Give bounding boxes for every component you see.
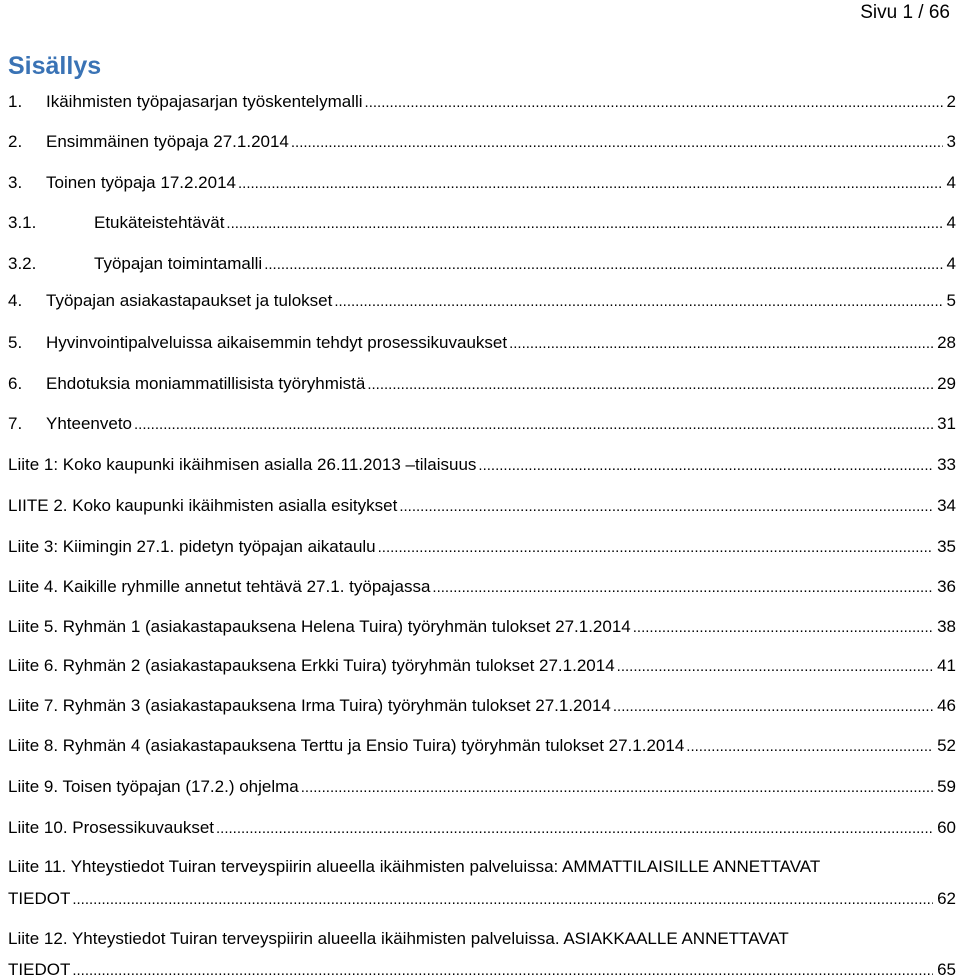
toc-entry-liite-4[interactable] xyxy=(8,575,956,599)
toc-entry-liite-12[interactable] xyxy=(8,958,956,978)
dot-leader xyxy=(72,888,933,911)
toc-entry-title: Työpajan asiakastapaukset ja tulokset xyxy=(46,291,333,310)
toc-heading: Sisällys xyxy=(8,52,102,80)
dot-leader xyxy=(264,253,942,276)
page-current: 1 xyxy=(902,2,914,23)
toc-entry-number: 4. xyxy=(8,291,23,310)
toc-entry-page: 35 xyxy=(937,537,956,556)
toc-entry-page: 65 xyxy=(937,960,956,978)
toc-entry-6[interactable] xyxy=(8,372,956,396)
toc-entry-4[interactable] xyxy=(8,289,956,313)
toc-entry-title: Liite 8. Ryhmän 4 (asiakastapauksena Terttu ja Ensio Tuira) työryhmän tulokset 27.1.2014 xyxy=(8,736,685,755)
toc-entry-page: 60 xyxy=(937,818,956,837)
toc-entry-page: 5 xyxy=(946,291,956,310)
toc-entry-liite-1[interactable] xyxy=(8,453,956,477)
toc-entry-number: 7. xyxy=(8,414,23,433)
toc-entry-page: 59 xyxy=(937,777,956,796)
toc-entry-title: Yhteenveto xyxy=(46,414,133,433)
dot-leader xyxy=(238,172,943,195)
toc-entry-liite-7[interactable] xyxy=(8,694,956,718)
toc-entry-liite-11-line1[interactable]: Liite 11. Yhteystiedot Tuiran terveyspiirin alueella ikäihmisten palveluissa: AMMATTILAISILLE ANNETTAVAT xyxy=(8,857,821,876)
toc-entry-title: Liite 6. Ryhmän 2 (asiakastapauksena Erkki Tuira) työryhmän tulokset 27.1.2014 xyxy=(8,656,615,675)
toc-entry-title: Hyvinvointipalveluissa aikaisemmin tehdyt prosessikuvaukset xyxy=(46,333,508,352)
toc-entry-page: 31 xyxy=(937,414,956,433)
toc-entry-number: 1. xyxy=(8,92,23,111)
toc-entry-page: 2 xyxy=(946,92,956,111)
toc-entry-page: 3 xyxy=(946,132,956,151)
toc-entry-title: LIITE 2. Koko kaupunki ikäihmisten asialla esitykset xyxy=(8,496,398,515)
dot-leader xyxy=(509,332,933,355)
dot-leader xyxy=(134,413,933,436)
toc-entry-page: 38 xyxy=(937,617,956,636)
toc-entry-liite-12-line1[interactable]: Liite 12. Yhteystiedot Tuiran terveyspiirin alueella ikäihmisten palveluissa. ASIAKKAALLE ANNETTAVAT xyxy=(8,929,789,948)
page-label: Sivu xyxy=(860,2,898,23)
toc-entry-3[interactable] xyxy=(8,171,956,195)
toc-entry-title: Liite 9. Toisen työpajan (17.2.) ohjelma xyxy=(8,777,299,796)
toc-entry-page: 33 xyxy=(937,455,956,474)
toc-entry-1[interactable] xyxy=(8,90,956,114)
toc-entry-7[interactable] xyxy=(8,412,956,436)
toc-entry-3-2[interactable] xyxy=(8,252,956,276)
dot-leader xyxy=(226,212,942,235)
dot-leader xyxy=(365,91,943,114)
toc-entry-title: TIEDOT xyxy=(8,889,71,908)
toc-entry-5[interactable] xyxy=(8,331,956,355)
toc-entry-page: 52 xyxy=(937,736,956,755)
toc-entry-title: Liite 7. Ryhmän 3 (asiakastapauksena Irma Tuira) työryhmän tulokset 27.1.2014 xyxy=(8,696,611,715)
toc-entry-title: Etukäteistehtävät xyxy=(94,213,225,232)
toc-entry-page: 46 xyxy=(937,696,956,715)
dot-leader xyxy=(399,495,933,518)
toc-entry-number: 5. xyxy=(8,333,23,352)
dot-leader xyxy=(334,290,942,313)
dot-leader xyxy=(617,655,933,678)
dot-leader xyxy=(686,735,933,758)
dot-leader xyxy=(613,695,933,718)
toc-entry-title: Liite 5. Ryhmän 1 (asiakastapauksena Helena Tuira) työryhmän tulokset 27.1.2014 xyxy=(8,617,631,636)
toc-entry-title: Ikäihmisten työpajasarjan työskentelymalli xyxy=(46,92,363,111)
toc-entry-title: Liite 4. Kaikille ryhmille annetut tehtävä 27.1. työpajassa xyxy=(8,577,431,596)
dot-leader xyxy=(432,576,933,599)
toc-entry-page: 4 xyxy=(946,173,956,192)
toc-entry-title: Liite 10. Prosessikuvaukset xyxy=(8,818,214,837)
toc-entry-page: 4 xyxy=(946,254,956,273)
toc-entry-number: 3.2. xyxy=(8,254,37,273)
toc-entry-liite-3[interactable] xyxy=(8,535,956,559)
dot-leader xyxy=(367,373,933,396)
toc-entry-page: 29 xyxy=(937,374,956,393)
dot-leader xyxy=(633,616,933,639)
toc-entry-liite-2[interactable] xyxy=(8,494,956,518)
toc-entry-number: 6. xyxy=(8,374,23,393)
dot-leader xyxy=(478,454,933,477)
toc-entry-liite-11[interactable] xyxy=(8,887,956,911)
toc-entry-number: 2. xyxy=(8,132,23,151)
toc-entry-title: Toinen työpaja 17.2.2014 xyxy=(46,173,236,192)
toc-entry-liite-8[interactable] xyxy=(8,734,956,758)
toc-entry-title: Liite 1: Koko kaupunki ikäihmisen asialla 26.11.2013 –tilaisuus xyxy=(8,455,477,474)
page-number xyxy=(860,2,950,24)
toc-entry-3-1[interactable] xyxy=(8,211,956,235)
dot-leader xyxy=(301,776,933,799)
toc-entry-liite-6[interactable] xyxy=(8,654,956,678)
dot-leader xyxy=(378,536,933,559)
toc-entry-page: 36 xyxy=(937,577,956,596)
page-separator: / xyxy=(918,2,924,23)
dot-leader xyxy=(216,817,933,840)
dot-leader xyxy=(291,131,943,154)
toc-entry-liite-10[interactable] xyxy=(8,816,956,840)
toc-entry-2[interactable] xyxy=(8,130,956,154)
toc-entry-liite-9[interactable] xyxy=(8,775,956,799)
toc-entry-page: 28 xyxy=(937,333,956,352)
toc-entry-page: 62 xyxy=(937,889,956,908)
toc-entry-page: 41 xyxy=(937,656,956,675)
toc-entry-title: Liite 3: Kiimingin 27.1. pidetyn työpajan aikataulu xyxy=(8,537,376,556)
toc-entry-title: Ensimmäinen työpaja 27.1.2014 xyxy=(46,132,289,151)
toc-entry-title: Ehdotuksia moniammatillisista työryhmistä xyxy=(46,374,366,393)
toc-entry-page: 34 xyxy=(937,496,956,515)
dot-leader xyxy=(72,959,933,978)
toc-entry-title: Työpajan toimintamalli xyxy=(94,254,263,273)
toc-entry-page: 4 xyxy=(946,213,956,232)
toc-entry-number: 3.1. xyxy=(8,213,37,232)
toc-entry-liite-5[interactable] xyxy=(8,615,956,639)
toc-entry-title: TIEDOT xyxy=(8,960,71,978)
page-total: 66 xyxy=(928,2,950,23)
toc-entry-number: 3. xyxy=(8,173,23,192)
